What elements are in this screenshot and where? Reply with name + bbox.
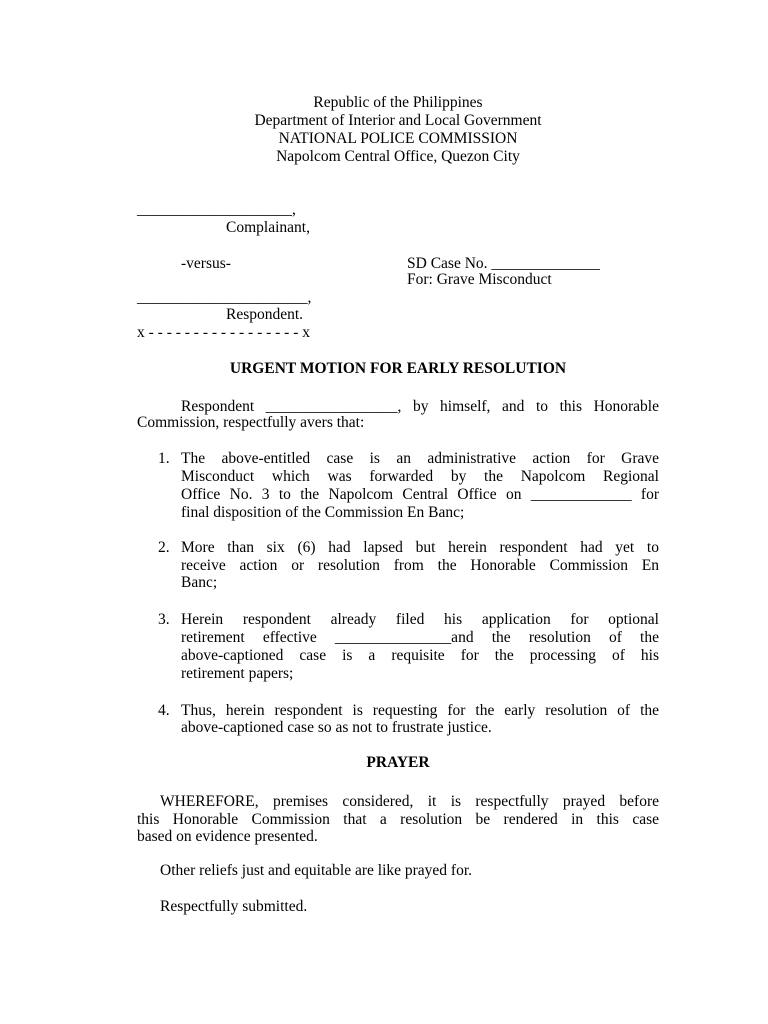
item-number: 1. xyxy=(158,450,170,467)
item-4-line-1: Thus, herein respondent is requesting for the early resolution of the xyxy=(181,702,659,719)
header-department: Department of Interior and Local Government xyxy=(254,112,542,129)
intro-line-1: Respondent _________________, by himself, and to this Honorable xyxy=(181,398,659,415)
item-1-line-2: Misconduct which was forwarded by the Napolcom Regional xyxy=(181,468,659,485)
intro-line-2: Commission, respectfully avers that: xyxy=(137,414,365,431)
item-number: 4. xyxy=(158,702,170,719)
header-commission: NATIONAL POLICE COMMISSION xyxy=(278,130,518,147)
item-1-line-1: The above-entitled case is an administrative action for Grave xyxy=(181,450,659,467)
case-charge: For: Grave Misconduct xyxy=(407,271,552,288)
header-republic: Republic of the Philippines xyxy=(313,94,483,111)
prayer-line-2: this Honorable Commission that a resolution be rendered in this case xyxy=(137,811,659,828)
item-3-line-3: above-captioned case is a requisite for the processing of his xyxy=(181,647,659,664)
header-office: Napolcom Central Office, Quezon City xyxy=(276,148,520,165)
respondent-blank: ______________________, xyxy=(137,289,312,306)
item-1-line-3: Office No. 3 to the Napolcom Central Office on _____________ for xyxy=(181,486,659,503)
document-title: URGENT MOTION FOR EARLY RESOLUTION xyxy=(229,360,567,377)
item-2-line-2: receive action or resolution from the Honorable Commission En xyxy=(181,557,659,574)
case-number: SD Case No. ______________ xyxy=(407,255,600,272)
item-1-line-4: final disposition of the Commission En Banc; xyxy=(181,504,465,521)
other-reliefs: Other reliefs just and equitable are like prayed for. xyxy=(160,862,473,879)
complainant-label: Complainant, xyxy=(226,219,310,236)
item-3-line-1: Herein respondent already filed his application for optional xyxy=(181,611,659,628)
versus-label: -versus- xyxy=(181,255,231,272)
item-3-line-4: retirement papers; xyxy=(181,665,294,682)
closing: Respectfully submitted. xyxy=(160,898,308,915)
prayer-line-3: based on evidence presented. xyxy=(137,828,318,845)
respondent-label: Respondent. xyxy=(226,306,304,323)
prayer-heading: PRAYER xyxy=(366,754,430,771)
prayer-line-1: WHEREFORE, premises considered, it is respectfully prayed before xyxy=(160,793,659,810)
item-2-line-1: More than six (6) had lapsed but herein respondent had yet to xyxy=(181,539,659,556)
item-number: 2. xyxy=(158,539,170,556)
item-3-line-2: retirement effective _______________and the resolution of the xyxy=(181,629,659,646)
item-2-line-3: Banc; xyxy=(181,574,218,591)
item-4-line-2: above-captioned case so as not to frustrate justice. xyxy=(181,719,492,736)
complainant-blank: ____________________, xyxy=(137,201,296,218)
caption-divider: x - - - - - - - - - - - - - - - - - x xyxy=(137,324,310,341)
item-number: 3. xyxy=(158,611,170,628)
